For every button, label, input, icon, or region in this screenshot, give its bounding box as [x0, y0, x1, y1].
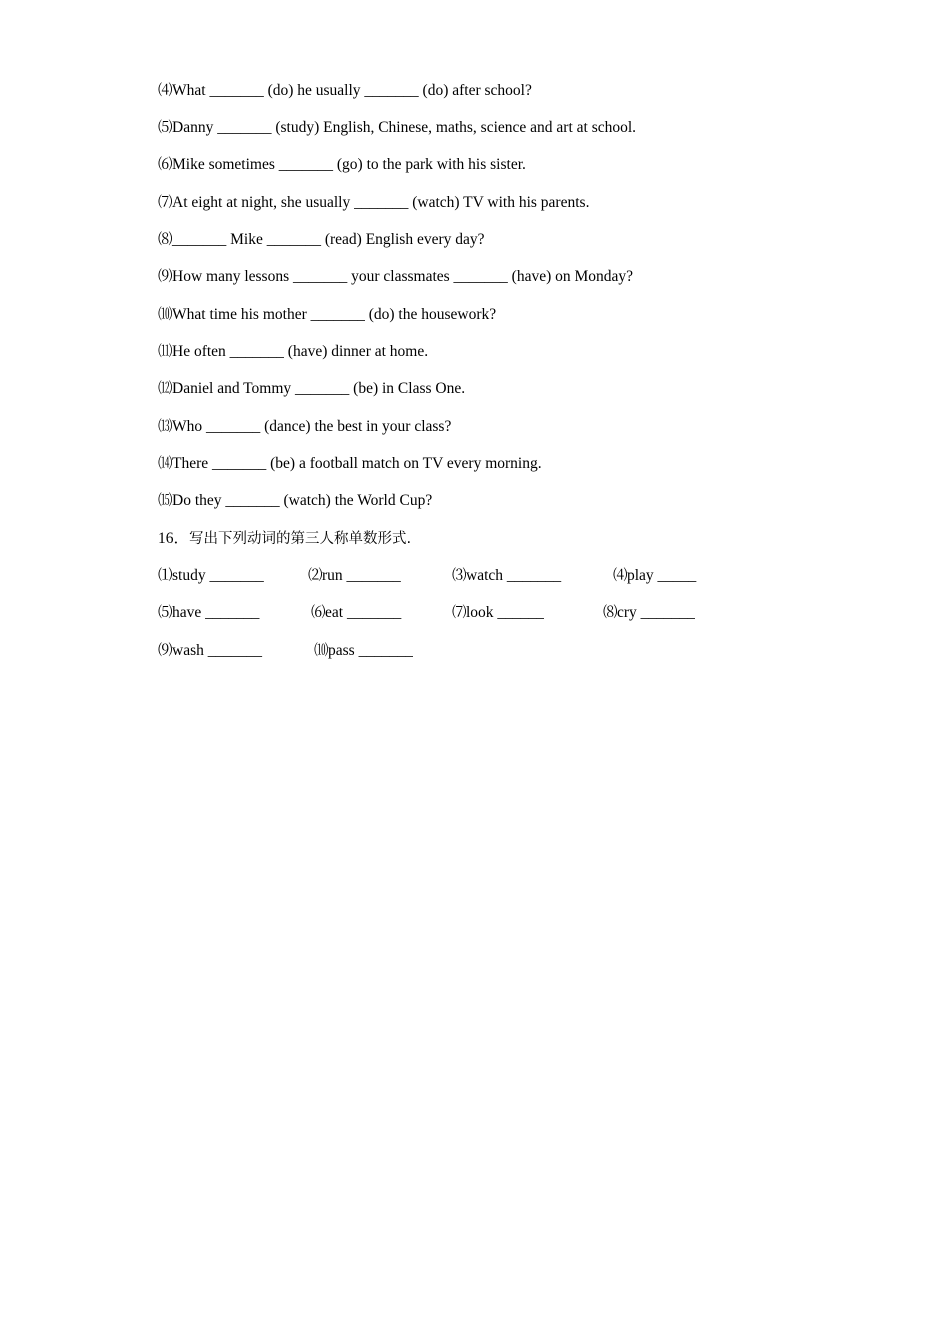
item-number: ⑸: [158, 120, 172, 136]
item-number: ⑷: [158, 83, 172, 99]
verb-item-6: [311, 603, 401, 623]
sentence-5: [158, 118, 636, 138]
item-number: ⑺: [452, 605, 466, 621]
sentence-6: [158, 155, 526, 175]
item-number: ⑾: [158, 344, 172, 360]
sentence-12: [158, 379, 465, 399]
item-number: ⑴: [158, 568, 172, 584]
verb-text: look ______: [466, 604, 544, 621]
sentence-4: [158, 81, 532, 101]
verb-item-2: [308, 566, 401, 586]
sentence-15: [158, 491, 432, 511]
sentence-13: [158, 417, 451, 437]
item-number: ⑻: [158, 232, 172, 248]
sentence-10: [158, 305, 496, 325]
item-number: ⑼: [158, 643, 172, 659]
verb-item-9: [158, 641, 262, 661]
item-number: ⑻: [603, 605, 617, 621]
verb-item-5: [158, 603, 259, 623]
sentence-text: He often _______ (have) dinner at home.: [172, 343, 429, 360]
sentence-text: Danny _______ (study) English, Chinese, maths, science and art at school.: [172, 119, 637, 136]
item-number: ⑽: [314, 643, 328, 659]
item-number: ⑽: [158, 307, 172, 323]
sentence-7: [158, 193, 589, 213]
question-number: 16．: [158, 530, 190, 547]
question-16-heading: [158, 529, 411, 549]
sentence-8: [158, 230, 485, 250]
item-number: ⑿: [158, 381, 172, 397]
item-number: ⒂: [158, 493, 172, 509]
sentence-text: Who _______ (dance) the best in your class?: [172, 418, 452, 435]
verb-text: run _______: [322, 567, 401, 584]
item-number: ⑸: [158, 605, 172, 621]
sentence-text: Do they _______ (watch) the World Cup?: [172, 492, 433, 509]
sentence-text: There _______ (be) a football match on TV every morning.: [172, 455, 542, 472]
verb-item-8: [603, 603, 695, 623]
verb-item-7: [452, 603, 544, 623]
sentence-14: [158, 454, 542, 474]
verb-text: study _______: [172, 567, 264, 584]
item-number: ⑼: [158, 269, 172, 285]
item-number: ⑹: [158, 157, 172, 173]
verb-text: cry _______: [617, 604, 695, 621]
verb-item-3: [452, 566, 561, 586]
sentence-text: At eight at night, she usually _______ (watch) TV with his parents.: [172, 194, 590, 211]
verb-text: wash _______: [172, 642, 262, 659]
verb-text: pass _______: [328, 642, 413, 659]
item-number: ⑷: [613, 568, 627, 584]
verb-text: have _______: [172, 604, 260, 621]
item-number: ⒀: [158, 419, 172, 435]
item-number: ⑶: [452, 568, 466, 584]
sentence-11: [158, 342, 428, 362]
verb-text: eat _______: [325, 604, 402, 621]
question-title: 写出下列动词的第三人称单数形式.: [189, 531, 412, 547]
sentence-text: What time his mother _______ (do) the housework?: [172, 306, 497, 323]
sentence-text: How many lessons _______ your classmates _______ (have) on Monday?: [172, 268, 634, 285]
sentence-text: What _______ (do) he usually _______ (do) after school?: [172, 82, 532, 99]
item-number: ⑵: [308, 568, 322, 584]
item-number: ⑺: [158, 195, 172, 211]
verb-text: watch _______: [466, 567, 562, 584]
item-number: ⑹: [311, 605, 325, 621]
sentence-text: Mike sometimes _______ (go) to the park with his sister.: [172, 156, 526, 173]
sentence-text: _______ Mike _______ (read) English every day?: [172, 231, 485, 248]
item-number: ⒁: [158, 456, 172, 472]
sentence-9: [158, 267, 633, 287]
verb-item-4: [613, 566, 696, 586]
verb-item-10: [314, 641, 413, 661]
verb-item-1: [158, 566, 264, 586]
verb-text: play _____: [627, 567, 697, 584]
sentence-text: Daniel and Tommy _______ (be) in Class One.: [172, 380, 466, 397]
